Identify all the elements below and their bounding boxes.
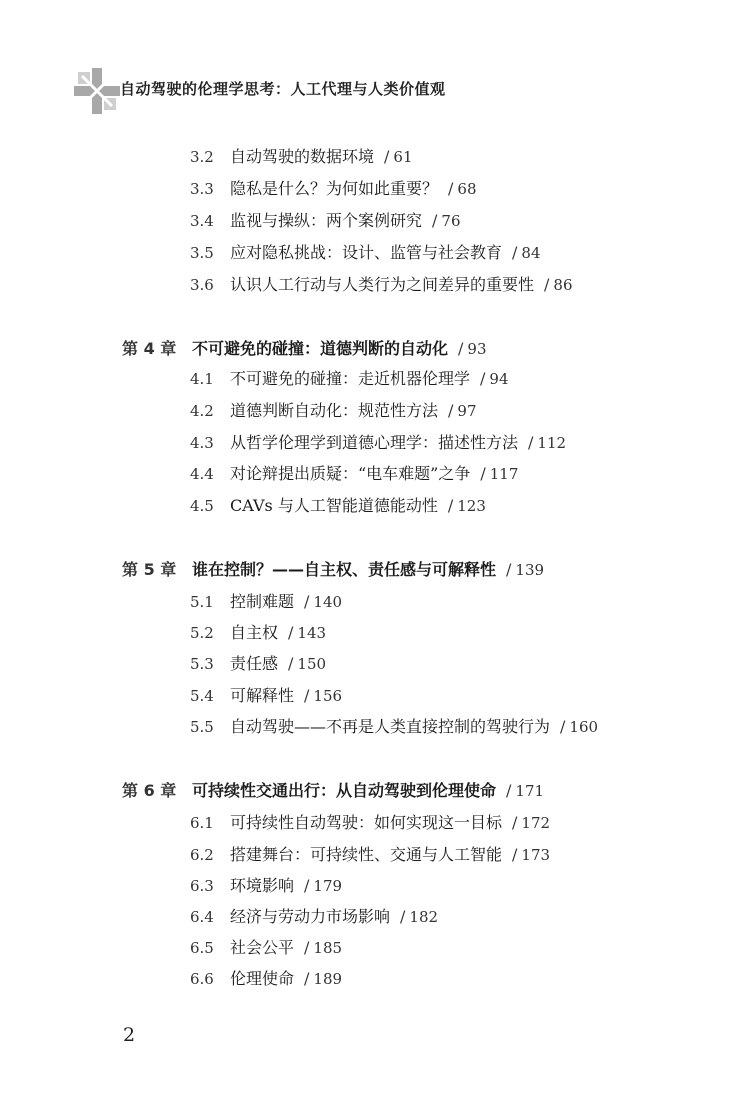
toc-page-number: 93 — [467, 340, 487, 358]
toc-page-number: 61 — [393, 148, 413, 166]
toc-page-number: 117 — [489, 465, 519, 483]
toc-section-entry[interactable] — [190, 464, 518, 484]
toc-chapter-entry[interactable] — [122, 339, 487, 359]
toc-entry-number: 3.5 — [190, 244, 214, 262]
toc-entry-title: 不可避免的碰撞：道德判断的自动化 — [192, 339, 449, 358]
toc-separator: / — [512, 243, 518, 262]
toc-entry-title: 道德判断自动化：规范性方法 — [230, 401, 439, 420]
toc-entry-number: 4.3 — [190, 434, 214, 452]
page-number: 2 — [123, 1024, 136, 1046]
toc-separator: / — [512, 813, 518, 832]
toc-entry-title: 可解释性 — [230, 686, 295, 705]
toc-entry-title: 责任感 — [230, 654, 279, 673]
toc-section-entry[interactable] — [190, 813, 550, 833]
toc-page-number: 179 — [313, 877, 343, 895]
toc-page-number: 150 — [297, 655, 327, 673]
toc-entry-title: 对论辩提出质疑：“电车难题”之争 — [230, 464, 471, 483]
toc-entry-number: 5.4 — [190, 687, 214, 705]
toc-page-number: 112 — [537, 434, 567, 452]
toc-section-entry[interactable] — [190, 654, 326, 674]
toc-entry-number: 6.5 — [190, 939, 214, 957]
toc-page-number: 139 — [515, 561, 545, 579]
book-logo-icon — [74, 68, 120, 114]
toc-entry-title: 认识人工行动与人类行为之间差异的重要性 — [230, 275, 535, 294]
running-header — [74, 68, 674, 114]
toc-section-entry[interactable] — [190, 686, 342, 706]
toc-entry-number: 6.6 — [190, 970, 214, 988]
toc-entry-title: 应对隐私挑战：设计、监管与社会教育 — [230, 243, 503, 262]
toc-section-entry[interactable] — [190, 717, 598, 737]
toc-separator: / — [304, 876, 310, 895]
toc-section-entry[interactable] — [190, 623, 326, 643]
toc-section-entry[interactable] — [190, 275, 573, 295]
toc-section-entry[interactable] — [190, 401, 477, 421]
toc-entry-title: 自动驾驶的数据环境 — [230, 147, 375, 166]
toc-entry-number: 第 5 章 — [122, 560, 177, 579]
toc-page-number: 94 — [489, 370, 509, 388]
toc-entry-title: 谁在控制？——自主权、责任感与可解释性 — [192, 560, 497, 579]
toc-section-entry[interactable] — [190, 147, 413, 167]
toc-entry-number: 5.2 — [190, 624, 214, 642]
toc-page-number: 156 — [313, 687, 343, 705]
toc-entry-title: 自动驾驶——不再是人类直接控制的驾驶行为 — [230, 717, 551, 736]
toc-entry-title: 监视与操纵：两个案例研究 — [230, 211, 423, 230]
toc-entry-number: 4.5 — [190, 497, 214, 515]
toc-entry-number: 3.6 — [190, 276, 214, 294]
toc-entry-number: 3.4 — [190, 212, 214, 230]
toc-entry-title: 从哲学伦理学到道德心理学：描述性方法 — [230, 433, 519, 452]
toc-page-number: 140 — [313, 593, 343, 611]
toc-section-entry[interactable] — [190, 907, 438, 927]
toc-page-number: 143 — [297, 624, 327, 642]
toc-entry-number: 4.4 — [190, 465, 214, 483]
toc-separator: / — [512, 845, 518, 864]
toc-page-number: 86 — [553, 276, 573, 294]
toc-entry-title: 环境影响 — [230, 876, 295, 895]
toc-separator: / — [458, 339, 464, 358]
toc-page-number: 68 — [457, 180, 477, 198]
toc-section-entry[interactable] — [190, 845, 550, 865]
toc-separator: / — [288, 623, 294, 642]
toc-entry-number: 5.5 — [190, 718, 214, 736]
toc-separator: / — [400, 907, 406, 926]
toc-page-number: 189 — [313, 970, 343, 988]
toc-separator: / — [480, 464, 486, 483]
toc-separator: / — [304, 969, 310, 988]
toc-section-entry[interactable] — [190, 369, 509, 389]
toc-entry-number: 5.3 — [190, 655, 214, 673]
toc-separator: / — [506, 560, 512, 579]
toc-page-number: 182 — [409, 908, 439, 926]
header-title: 自动驾驶的伦理学思考：人工代理与人类价值观 — [120, 80, 446, 98]
toc-entry-title: 社会公平 — [230, 938, 295, 957]
toc-entry-number: 第 4 章 — [122, 339, 177, 358]
toc-chapter-entry[interactable] — [122, 560, 544, 580]
toc-separator: / — [528, 433, 534, 452]
toc-entry-title: 经济与劳动力市场影响 — [230, 907, 391, 926]
toc-page-number: 97 — [457, 402, 477, 420]
toc-entry-number: 4.2 — [190, 402, 214, 420]
toc-page-number: 173 — [521, 846, 551, 864]
toc-entry-title: 可持续性交通出行：从自动驾驶到伦理使命 — [192, 781, 497, 800]
toc-entry-title: 隐私是什么？为何如此重要？ — [230, 179, 439, 198]
toc-entry-title: 伦理使命 — [230, 969, 295, 988]
toc-separator: / — [288, 654, 294, 673]
toc-entry-number: 6.2 — [190, 846, 214, 864]
toc-section-entry[interactable] — [190, 179, 477, 199]
toc-chapter-entry[interactable] — [122, 781, 544, 801]
toc-entry-number: 第 6 章 — [122, 781, 177, 800]
toc-entry-title: CAVs 与人工智能道德能动性 — [230, 496, 438, 515]
toc-section-entry[interactable] — [190, 938, 342, 958]
toc-separator: / — [432, 211, 438, 230]
toc-separator: / — [304, 592, 310, 611]
toc-separator: / — [304, 686, 310, 705]
toc-separator: / — [544, 275, 550, 294]
toc-entry-title: 搭建舞台：可持续性、交通与人工智能 — [230, 845, 503, 864]
toc-separator: / — [480, 369, 486, 388]
toc-section-entry[interactable] — [190, 496, 486, 516]
toc-page-number: 160 — [569, 718, 599, 736]
toc-page-number: 185 — [313, 939, 343, 957]
toc-entry-number: 3.3 — [190, 180, 214, 198]
toc-section-entry[interactable] — [190, 433, 566, 453]
toc-entry-number: 5.1 — [190, 593, 214, 611]
toc-page-number: 123 — [457, 497, 486, 515]
toc-entry-title: 可持续性自动驾驶：如何实现这一目标 — [230, 813, 503, 832]
toc-separator: / — [384, 147, 390, 166]
toc-entry-number: 6.1 — [190, 814, 214, 832]
toc-entry-number: 3.2 — [190, 148, 214, 166]
toc-page-number: 84 — [521, 244, 541, 262]
toc-page-number: 172 — [521, 814, 551, 832]
toc-section-entry[interactable] — [190, 243, 541, 263]
toc-separator: / — [506, 781, 512, 800]
toc-separator: / — [448, 401, 454, 420]
toc-section-entry[interactable] — [190, 211, 461, 231]
toc-separator: / — [304, 938, 310, 957]
toc-entry-number: 4.1 — [190, 370, 214, 388]
toc-section-entry[interactable] — [190, 969, 342, 989]
toc-section-entry[interactable] — [190, 876, 342, 896]
toc-entry-number: 6.3 — [190, 877, 214, 895]
toc-entry-title: 控制难题 — [230, 592, 295, 611]
toc-page-number: 171 — [515, 782, 545, 800]
toc-separator: / — [560, 717, 566, 736]
toc-page-number: 76 — [441, 212, 461, 230]
toc-separator: / — [448, 179, 454, 198]
toc-entry-title: 不可避免的碰撞：走近机器伦理学 — [230, 369, 471, 388]
toc-entry-number: 6.4 — [190, 908, 214, 926]
toc-section-entry[interactable] — [190, 592, 342, 612]
toc-separator: / — [447, 496, 454, 515]
toc-entry-title: 自主权 — [230, 623, 279, 642]
